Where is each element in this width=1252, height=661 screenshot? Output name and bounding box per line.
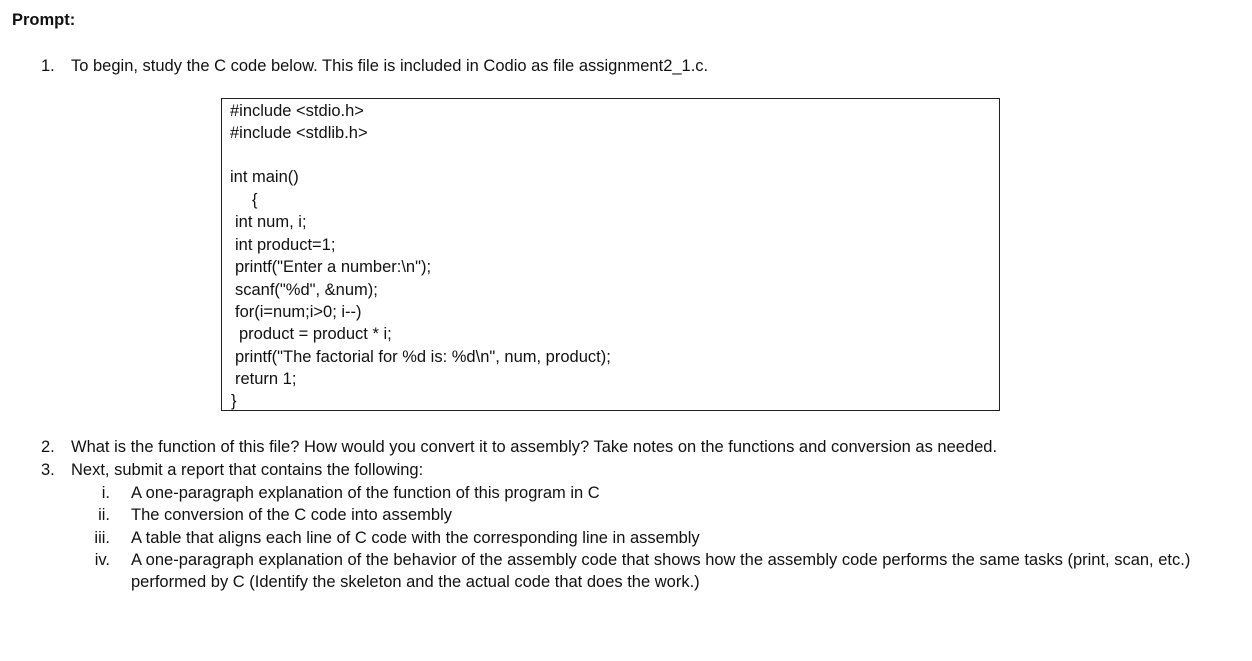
code-line: #include <stdio.h> [230, 102, 364, 120]
code-line: scanf("%d", &num); [235, 281, 378, 299]
step-number: 3. [41, 461, 55, 479]
sub-item-numeral: ii. [98, 506, 110, 524]
code-line: { [252, 191, 258, 209]
sub-item-numeral: iii. [94, 529, 110, 547]
code-line: int main() [230, 168, 299, 186]
sub-item-text: The conversion of the C code into assembly [131, 506, 453, 524]
prompt-heading: Prompt: [12, 11, 76, 29]
sub-item-text: A one-paragraph explanation of the function of this program in C [131, 484, 600, 502]
step-text: Next, submit a report that contains the following: [71, 461, 424, 479]
sub-item-text: A one-paragraph explanation of the behavior of the assembly code that shows how the assembly code performs the same tasks (print, scan, etc.) [131, 551, 1191, 569]
code-line: #include <stdlib.h> [230, 124, 368, 142]
code-line: for(i=num;i>0; i--) [235, 303, 362, 321]
code-line: product = product * i; [239, 325, 392, 343]
code-line: printf("The factorial for %d is: %d\n", num, product); [235, 348, 611, 366]
code-line: } [231, 392, 237, 410]
code-box [221, 98, 1000, 411]
step-text: To begin, study the C code below. This file is included in Codio as file assignment2_1.c. [71, 57, 709, 75]
sub-item-text: A table that aligns each line of C code with the corresponding line in assembly [131, 529, 700, 547]
step-text: What is the function of this file? How would you convert it to assembly? Take notes on the functions and conversion as needed. [71, 438, 998, 456]
sub-item-numeral: i. [101, 484, 110, 502]
sub-item-numeral: iv. [94, 551, 110, 569]
code-line: int product=1; [235, 236, 336, 254]
sub-item-iv-continuation: performed by C (Identify the skeleton and the actual code that does the work.) [131, 573, 700, 591]
code-line: printf("Enter a number:\n"); [235, 258, 432, 276]
step-number: 1. [41, 57, 55, 75]
code-line: int num, i; [235, 213, 307, 231]
code-line: return 1; [235, 370, 297, 388]
step-number: 2. [41, 438, 55, 456]
